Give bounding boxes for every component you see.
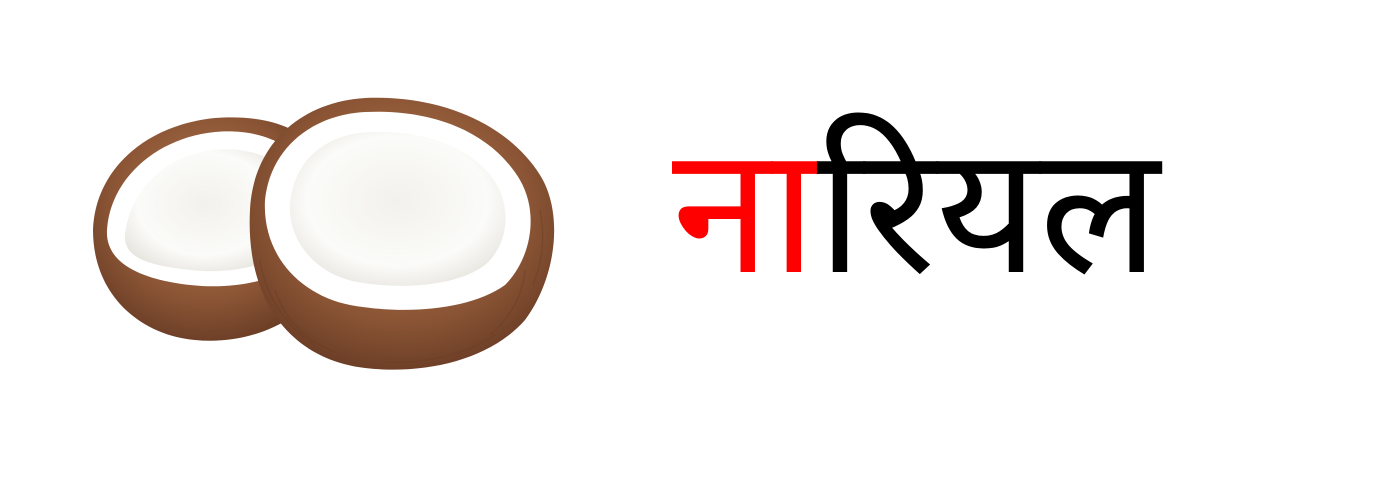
hindi-word: [672, 96, 1160, 326]
word-remaining-letters: रियल: [816, 107, 1160, 314]
coconut-image: [85, 90, 565, 380]
front-coconut-half: [250, 98, 555, 370]
word-highlight-syllable: ना: [672, 107, 817, 314]
